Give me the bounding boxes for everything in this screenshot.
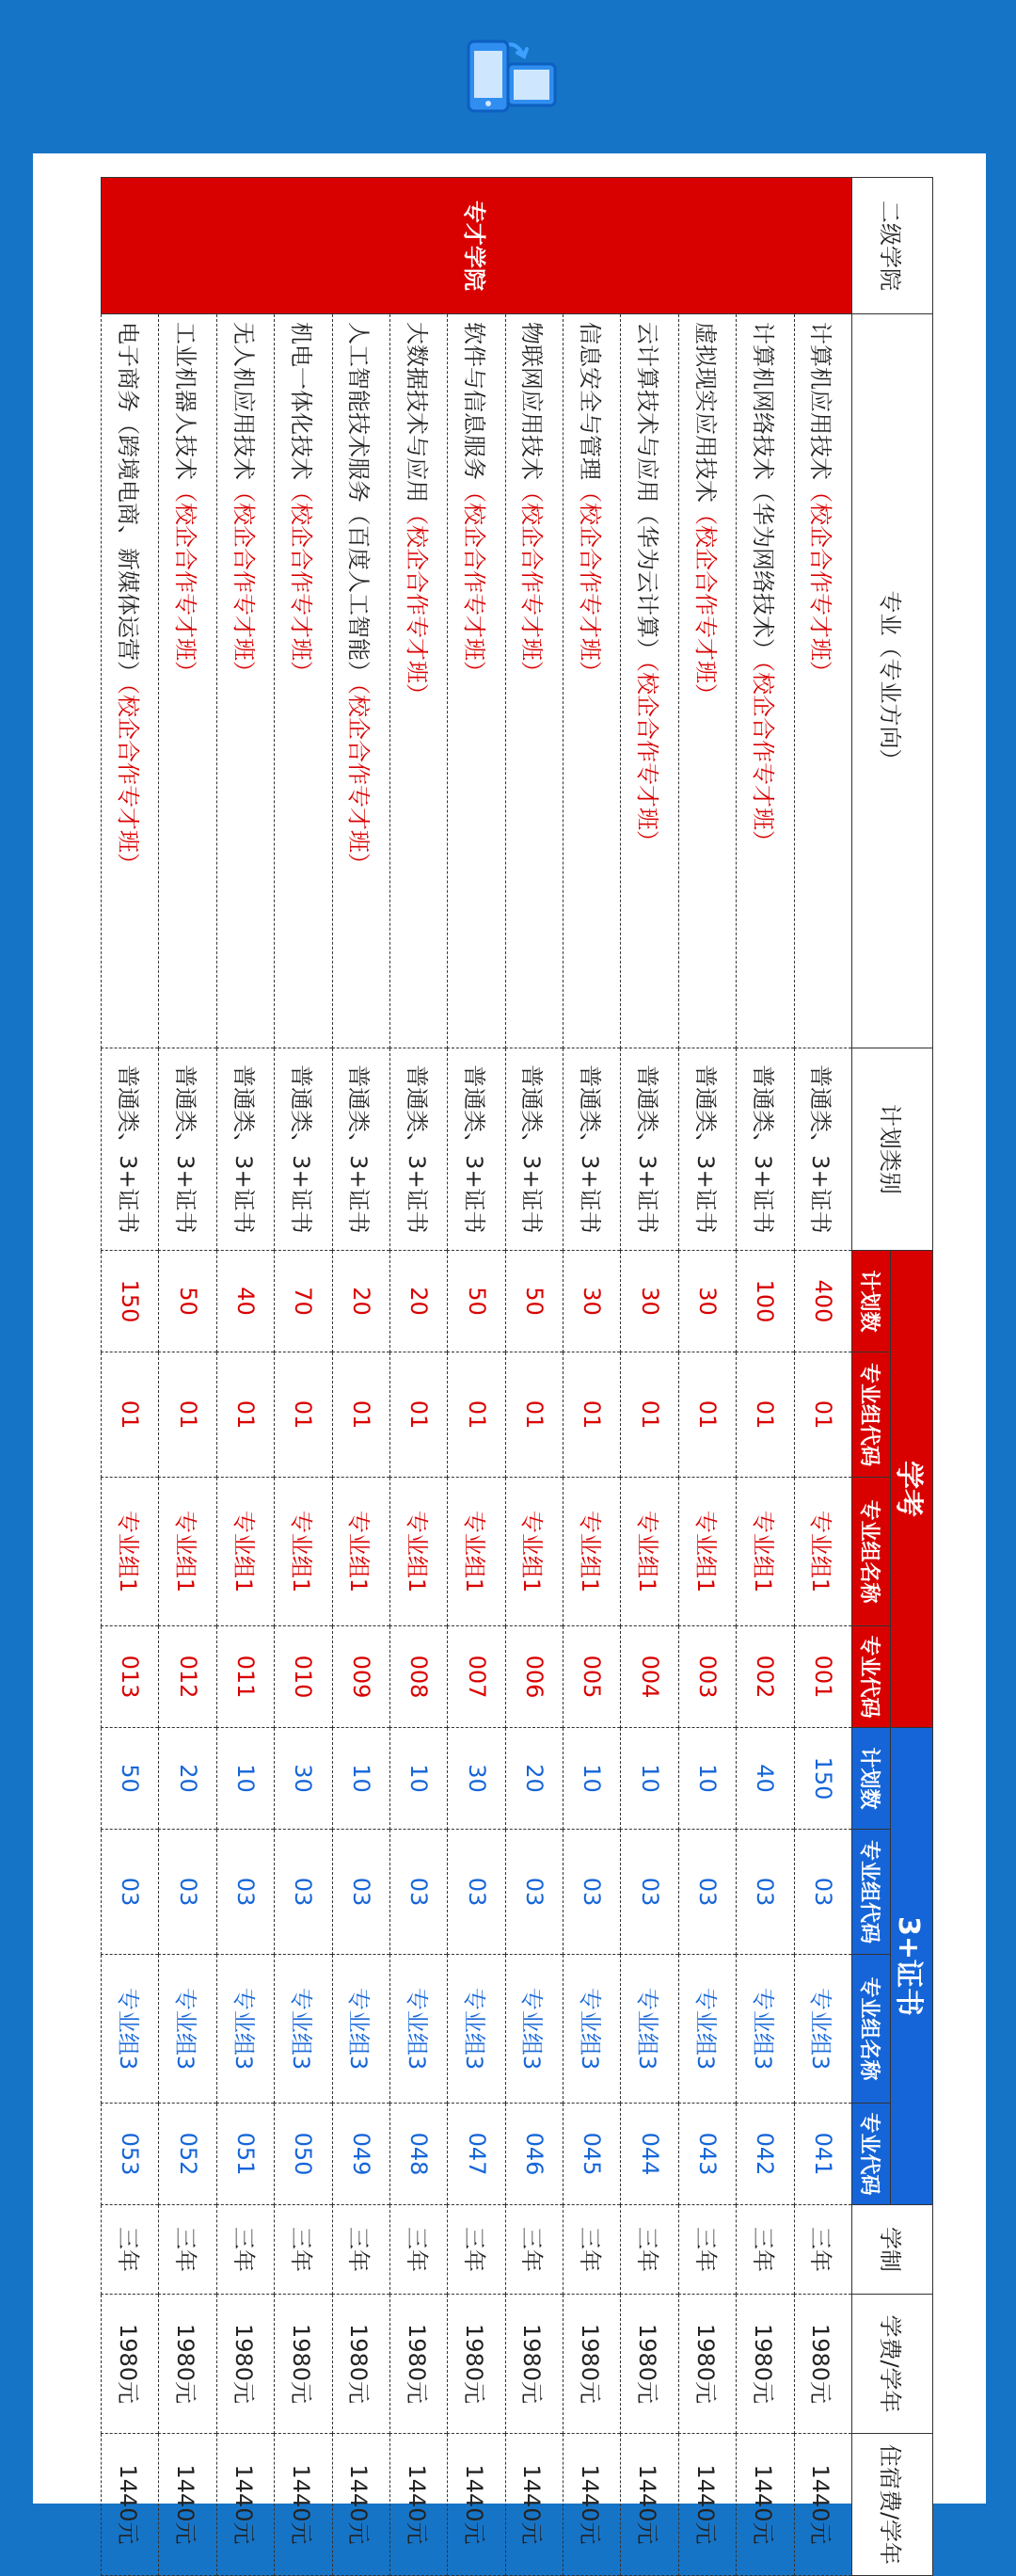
xk-group-name-cell: 专业组1 bbox=[216, 1478, 274, 1626]
xk-count-cell: 30 bbox=[564, 1251, 621, 1352]
xk-group-code-cell: 01 bbox=[275, 1352, 332, 1478]
dorm-cell: 1440元 bbox=[448, 2434, 505, 2576]
plan-type-cell: 普通类、3+证书 bbox=[102, 1048, 160, 1251]
tuition-cell: 1980元 bbox=[216, 2295, 274, 2434]
zs-group-name-cell: 专业组3 bbox=[275, 1955, 332, 2104]
zs-major-code-cell: 048 bbox=[390, 2104, 448, 2205]
plan-type-cell: 普通类、3+证书 bbox=[275, 1048, 332, 1251]
xk-major-code-cell: 003 bbox=[678, 1626, 736, 1728]
zs-group-name-cell: 专业组3 bbox=[448, 1955, 505, 2104]
zs-group-code-cell: 03 bbox=[794, 1830, 851, 1955]
tuition-cell: 1980元 bbox=[505, 2295, 563, 2434]
table-body bbox=[102, 178, 852, 2576]
major-cell bbox=[737, 314, 794, 1048]
tuition-cell: 1980元 bbox=[678, 2295, 736, 2434]
zs-count-cell: 30 bbox=[448, 1728, 505, 1830]
xk-group-name-cell: 专业组1 bbox=[275, 1478, 332, 1626]
header-zs-group-name: 专业组名称 bbox=[852, 1955, 891, 2104]
zs-group-code-cell: 03 bbox=[332, 1830, 389, 1955]
dorm-cell: 1440元 bbox=[102, 2434, 160, 2576]
xk-count-cell: 50 bbox=[159, 1251, 216, 1352]
zs-count-cell: 10 bbox=[564, 1728, 621, 1830]
header-plan-type: 计划类别 bbox=[852, 1048, 933, 1251]
major-cell bbox=[275, 314, 332, 1048]
plan-type-cell: 普通类、3+证书 bbox=[737, 1048, 794, 1251]
plan-type-cell: 普通类、3+证书 bbox=[448, 1048, 505, 1251]
table-row bbox=[621, 178, 678, 2576]
major-tag: （校企合作专才班） bbox=[461, 480, 488, 683]
header-xk-group-name: 专业组名称 bbox=[852, 1478, 891, 1626]
xk-group-name-cell: 专业组1 bbox=[448, 1478, 505, 1626]
zs-group-name-cell: 专业组3 bbox=[505, 1955, 563, 2104]
tuition-cell: 1980元 bbox=[564, 2295, 621, 2434]
dorm-cell: 1440元 bbox=[794, 2434, 851, 2576]
xk-group-name-cell: 专业组1 bbox=[102, 1478, 160, 1626]
zs-major-code-cell: 052 bbox=[159, 2104, 216, 2205]
major-cell bbox=[102, 314, 160, 1048]
zs-count-cell: 10 bbox=[216, 1728, 274, 1830]
xk-major-code-cell: 001 bbox=[794, 1626, 851, 1728]
major-tag: （校企合作专才班） bbox=[691, 503, 719, 706]
zs-major-code-cell: 047 bbox=[448, 2104, 505, 2205]
plan-type-cell: 普通类、3+证书 bbox=[794, 1048, 851, 1251]
zs-group-code-cell: 03 bbox=[737, 1830, 794, 1955]
zs-major-code-cell: 045 bbox=[564, 2104, 621, 2205]
xk-group-name-cell: 专业组1 bbox=[564, 1478, 621, 1626]
zs-group-code-cell: 03 bbox=[564, 1830, 621, 1955]
content-panel bbox=[33, 153, 986, 2566]
xk-group-code-cell: 01 bbox=[678, 1352, 736, 1478]
zs-group-code-cell: 03 bbox=[159, 1830, 216, 1955]
plan-type-cell: 普通类、3+证书 bbox=[564, 1048, 621, 1251]
duration-cell: 三年 bbox=[564, 2205, 621, 2295]
major-name: 物联网应用技术 bbox=[518, 322, 546, 480]
xk-group-name-cell: 专业组1 bbox=[159, 1478, 216, 1626]
dorm-cell: 1440元 bbox=[737, 2434, 794, 2576]
major-tag: （校企合作专才班） bbox=[807, 480, 834, 683]
zs-group-name-cell: 专业组3 bbox=[332, 1955, 389, 2104]
header-zs-count: 计划数 bbox=[852, 1728, 891, 1830]
xk-major-code-cell: 010 bbox=[275, 1626, 332, 1728]
zs-count-cell: 20 bbox=[505, 1728, 563, 1830]
xk-major-code-cell: 011 bbox=[216, 1626, 274, 1728]
duration-cell: 三年 bbox=[737, 2205, 794, 2295]
xk-group-code-cell: 01 bbox=[448, 1352, 505, 1478]
header-college: 二级学院 bbox=[852, 178, 933, 314]
xk-group-name-cell: 专业组1 bbox=[678, 1478, 736, 1626]
zs-major-code-cell: 053 bbox=[102, 2104, 160, 2205]
duration-cell: 三年 bbox=[505, 2205, 563, 2295]
dorm-cell: 1440元 bbox=[216, 2434, 274, 2576]
zs-count-cell: 10 bbox=[678, 1728, 736, 1830]
major-tag: （校企合作专才班） bbox=[403, 503, 430, 706]
table-row bbox=[505, 178, 563, 2576]
zs-group-code-cell: 03 bbox=[275, 1830, 332, 1955]
xk-count-cell: 20 bbox=[332, 1251, 389, 1352]
zs-group-name-cell: 专业组3 bbox=[678, 1955, 736, 2104]
major-cell bbox=[390, 314, 448, 1048]
zs-group-code-cell: 03 bbox=[390, 1830, 448, 1955]
header-xuekao-group: 学考 bbox=[891, 1251, 933, 1728]
major-cell bbox=[678, 314, 736, 1048]
tuition-cell: 1980元 bbox=[332, 2295, 389, 2434]
major-name: 无人机应用技术 bbox=[230, 322, 257, 480]
major-tag: （校企合作专才班） bbox=[518, 480, 546, 683]
xk-major-code-cell: 012 bbox=[159, 1626, 216, 1728]
xk-major-code-cell: 005 bbox=[564, 1626, 621, 1728]
xk-group-code-cell: 01 bbox=[390, 1352, 448, 1478]
xk-group-name-cell: 专业组1 bbox=[621, 1478, 678, 1626]
table-row bbox=[216, 178, 274, 2576]
zs-group-name-cell: 专业组3 bbox=[737, 1955, 794, 2104]
major-name: 计算机网络技术（华为网络技术） bbox=[749, 322, 776, 661]
zs-group-name-cell: 专业组3 bbox=[390, 1955, 448, 2104]
zs-group-name-cell: 专业组3 bbox=[794, 1955, 851, 2104]
major-cell bbox=[332, 314, 389, 1048]
tuition-cell: 1980元 bbox=[448, 2295, 505, 2434]
xk-major-code-cell: 007 bbox=[448, 1626, 505, 1728]
plan-type-cell: 普通类、3+证书 bbox=[159, 1048, 216, 1251]
major-cell bbox=[794, 314, 851, 1048]
enrollment-plan-table bbox=[101, 177, 933, 2576]
duration-cell: 三年 bbox=[390, 2205, 448, 2295]
major-tag: （校企合作专才班） bbox=[576, 480, 603, 683]
major-name: 计算机应用技术 bbox=[807, 322, 834, 480]
header-duration: 学制 bbox=[852, 2205, 933, 2295]
zs-count-cell: 30 bbox=[275, 1728, 332, 1830]
major-name: 大数据技术与应用 bbox=[403, 322, 430, 503]
tuition-cell: 1980元 bbox=[794, 2295, 851, 2434]
xk-count-cell: 50 bbox=[505, 1251, 563, 1352]
tuition-cell: 1980元 bbox=[159, 2295, 216, 2434]
xk-major-code-cell: 006 bbox=[505, 1626, 563, 1728]
table-row bbox=[332, 178, 389, 2576]
major-cell bbox=[564, 314, 621, 1048]
xk-major-code-cell: 002 bbox=[737, 1626, 794, 1728]
major-tag: （校企合作专才班） bbox=[230, 480, 257, 683]
xk-major-code-cell: 004 bbox=[621, 1626, 678, 1728]
dorm-cell: 1440元 bbox=[159, 2434, 216, 2576]
dorm-cell: 1440元 bbox=[564, 2434, 621, 2576]
xk-group-code-cell: 01 bbox=[216, 1352, 274, 1478]
zs-count-cell: 20 bbox=[159, 1728, 216, 1830]
plan-type-cell: 普通类、3+证书 bbox=[621, 1048, 678, 1251]
table-row bbox=[678, 178, 736, 2576]
duration-cell: 三年 bbox=[678, 2205, 736, 2295]
xk-group-code-cell: 01 bbox=[159, 1352, 216, 1478]
zs-count-cell: 10 bbox=[621, 1728, 678, 1830]
xk-major-code-cell: 013 bbox=[102, 1626, 160, 1728]
major-cell bbox=[159, 314, 216, 1048]
table-row bbox=[794, 178, 851, 2576]
header-zs-group-code: 专业组代码 bbox=[852, 1830, 891, 1955]
tuition-cell: 1980元 bbox=[102, 2295, 160, 2434]
zs-group-code-cell: 03 bbox=[448, 1830, 505, 1955]
major-name: 软件与信息服务 bbox=[461, 322, 488, 480]
plan-type-cell: 普通类、3+证书 bbox=[216, 1048, 274, 1251]
zs-major-code-cell: 049 bbox=[332, 2104, 389, 2205]
header-dorm: 住宿费/学年 bbox=[852, 2434, 933, 2576]
xk-group-code-cell: 01 bbox=[737, 1352, 794, 1478]
table-row bbox=[102, 178, 160, 2576]
xk-count-cell: 150 bbox=[102, 1251, 160, 1352]
zs-group-name-cell: 专业组3 bbox=[621, 1955, 678, 2104]
major-tag: （校企合作专才班） bbox=[114, 683, 141, 875]
dorm-cell: 1440元 bbox=[390, 2434, 448, 2576]
xk-group-name-cell: 专业组1 bbox=[390, 1478, 448, 1626]
table-row bbox=[564, 178, 621, 2576]
xk-count-cell: 50 bbox=[448, 1251, 505, 1352]
duration-cell: 三年 bbox=[794, 2205, 851, 2295]
major-name: 云计算技术与应用（华为云计算） bbox=[634, 322, 661, 661]
xk-group-name-cell: 专业组1 bbox=[737, 1478, 794, 1626]
dorm-cell: 1440元 bbox=[678, 2434, 736, 2576]
xk-group-code-cell: 01 bbox=[505, 1352, 563, 1478]
major-name: 机电一体化技术 bbox=[287, 322, 314, 480]
xk-group-name-cell: 专业组1 bbox=[332, 1478, 389, 1626]
zs-major-code-cell: 050 bbox=[275, 2104, 332, 2205]
zs-group-code-cell: 03 bbox=[102, 1830, 160, 1955]
dorm-cell: 1440元 bbox=[505, 2434, 563, 2576]
rotated-table-wrapper bbox=[101, 177, 933, 2566]
xk-count-cell: 100 bbox=[737, 1251, 794, 1352]
header-xk-count: 计划数 bbox=[852, 1251, 891, 1352]
zs-major-code-cell: 046 bbox=[505, 2104, 563, 2205]
zs-count-cell: 10 bbox=[332, 1728, 389, 1830]
zs-group-name-cell: 专业组3 bbox=[216, 1955, 274, 2104]
major-cell bbox=[505, 314, 563, 1048]
duration-cell: 三年 bbox=[448, 2205, 505, 2295]
zs-count-cell: 10 bbox=[390, 1728, 448, 1830]
xk-major-code-cell: 009 bbox=[332, 1626, 389, 1728]
major-cell bbox=[621, 314, 678, 1048]
header-xk-major-code: 专业代码 bbox=[852, 1626, 891, 1728]
tuition-cell: 1980元 bbox=[621, 2295, 678, 2434]
xk-group-code-cell: 01 bbox=[621, 1352, 678, 1478]
zs-group-code-cell: 03 bbox=[216, 1830, 274, 1955]
zs-count-cell: 50 bbox=[102, 1728, 160, 1830]
table-row bbox=[159, 178, 216, 2576]
xk-group-code-cell: 01 bbox=[102, 1352, 160, 1478]
table-row bbox=[275, 178, 332, 2576]
xk-group-code-cell: 01 bbox=[564, 1352, 621, 1478]
zs-group-name-cell: 专业组3 bbox=[564, 1955, 621, 2104]
xk-count-cell: 30 bbox=[678, 1251, 736, 1352]
duration-cell: 三年 bbox=[216, 2205, 274, 2295]
zs-major-code-cell: 041 bbox=[794, 2104, 851, 2205]
zs-count-cell: 150 bbox=[794, 1728, 851, 1830]
duration-cell: 三年 bbox=[159, 2205, 216, 2295]
major-cell bbox=[216, 314, 274, 1048]
zs-group-code-cell: 03 bbox=[505, 1830, 563, 1955]
xk-group-name-cell: 专业组1 bbox=[505, 1478, 563, 1626]
tuition-cell: 1980元 bbox=[390, 2295, 448, 2434]
major-name: 工业机器人技术 bbox=[172, 322, 199, 480]
duration-cell: 三年 bbox=[332, 2205, 389, 2295]
zs-major-code-cell: 051 bbox=[216, 2104, 274, 2205]
dorm-cell: 1440元 bbox=[275, 2434, 332, 2576]
zs-major-code-cell: 043 bbox=[678, 2104, 736, 2205]
xk-group-code-cell: 01 bbox=[794, 1352, 851, 1478]
college-cell: 专才学院 bbox=[102, 178, 852, 314]
header-xk-group-code: 专业组代码 bbox=[852, 1352, 891, 1478]
tuition-cell: 1980元 bbox=[737, 2295, 794, 2434]
plan-type-cell: 普通类、3+证书 bbox=[390, 1048, 448, 1251]
xk-count-cell: 40 bbox=[216, 1251, 274, 1352]
major-name: 电子商务（跨境电商、新媒体运营） bbox=[114, 322, 141, 683]
major-cell bbox=[448, 314, 505, 1048]
xk-group-code-cell: 01 bbox=[332, 1352, 389, 1478]
dorm-cell: 1440元 bbox=[621, 2434, 678, 2576]
xk-count-cell: 20 bbox=[390, 1251, 448, 1352]
header-major: 专业（专业方向） bbox=[852, 314, 933, 1048]
major-name: 虚拟现实应用技术 bbox=[691, 322, 719, 503]
zs-count-cell: 40 bbox=[737, 1728, 794, 1830]
plan-type-cell: 普通类、3+证书 bbox=[678, 1048, 736, 1251]
xk-group-name-cell: 专业组1 bbox=[794, 1478, 851, 1626]
xk-count-cell: 30 bbox=[621, 1251, 678, 1352]
major-tag: （校企合作专才班） bbox=[345, 683, 373, 875]
zs-major-code-cell: 042 bbox=[737, 2104, 794, 2205]
major-tag: （校企合作专才班） bbox=[634, 661, 661, 853]
zs-group-code-cell: 03 bbox=[621, 1830, 678, 1955]
major-tag: （校企合作专才班） bbox=[287, 480, 314, 683]
device-transfer-icon bbox=[461, 36, 564, 120]
table-row bbox=[737, 178, 794, 2576]
plan-type-cell: 普通类、3+证书 bbox=[332, 1048, 389, 1251]
tuition-cell: 1980元 bbox=[275, 2295, 332, 2434]
table-row bbox=[390, 178, 448, 2576]
header-tuition: 学费/学年 bbox=[852, 2295, 933, 2434]
header-zhengshu-group: 3+证书 bbox=[891, 1728, 933, 2205]
xk-count-cell: 70 bbox=[275, 1251, 332, 1352]
duration-cell: 三年 bbox=[275, 2205, 332, 2295]
zs-major-code-cell: 044 bbox=[621, 2104, 678, 2205]
zs-group-name-cell: 专业组3 bbox=[159, 1955, 216, 2104]
major-name: 人工智能技术服务（百度人工智能） bbox=[345, 322, 373, 683]
header-zs-major-code: 专业代码 bbox=[852, 2104, 891, 2205]
zs-group-name-cell: 专业组3 bbox=[102, 1955, 160, 2104]
duration-cell: 三年 bbox=[102, 2205, 160, 2295]
xk-count-cell: 400 bbox=[794, 1251, 851, 1352]
plan-type-cell: 普通类、3+证书 bbox=[505, 1048, 563, 1251]
dorm-cell: 1440元 bbox=[332, 2434, 389, 2576]
duration-cell: 三年 bbox=[621, 2205, 678, 2295]
major-name: 信息安全与管理 bbox=[576, 322, 603, 480]
table-row bbox=[448, 178, 505, 2576]
major-tag: （校企合作专才班） bbox=[172, 480, 199, 683]
header-row-1 bbox=[891, 178, 933, 2576]
major-tag: （校企合作专才班） bbox=[749, 661, 776, 853]
xk-major-code-cell: 008 bbox=[390, 1626, 448, 1728]
zs-group-code-cell: 03 bbox=[678, 1830, 736, 1955]
